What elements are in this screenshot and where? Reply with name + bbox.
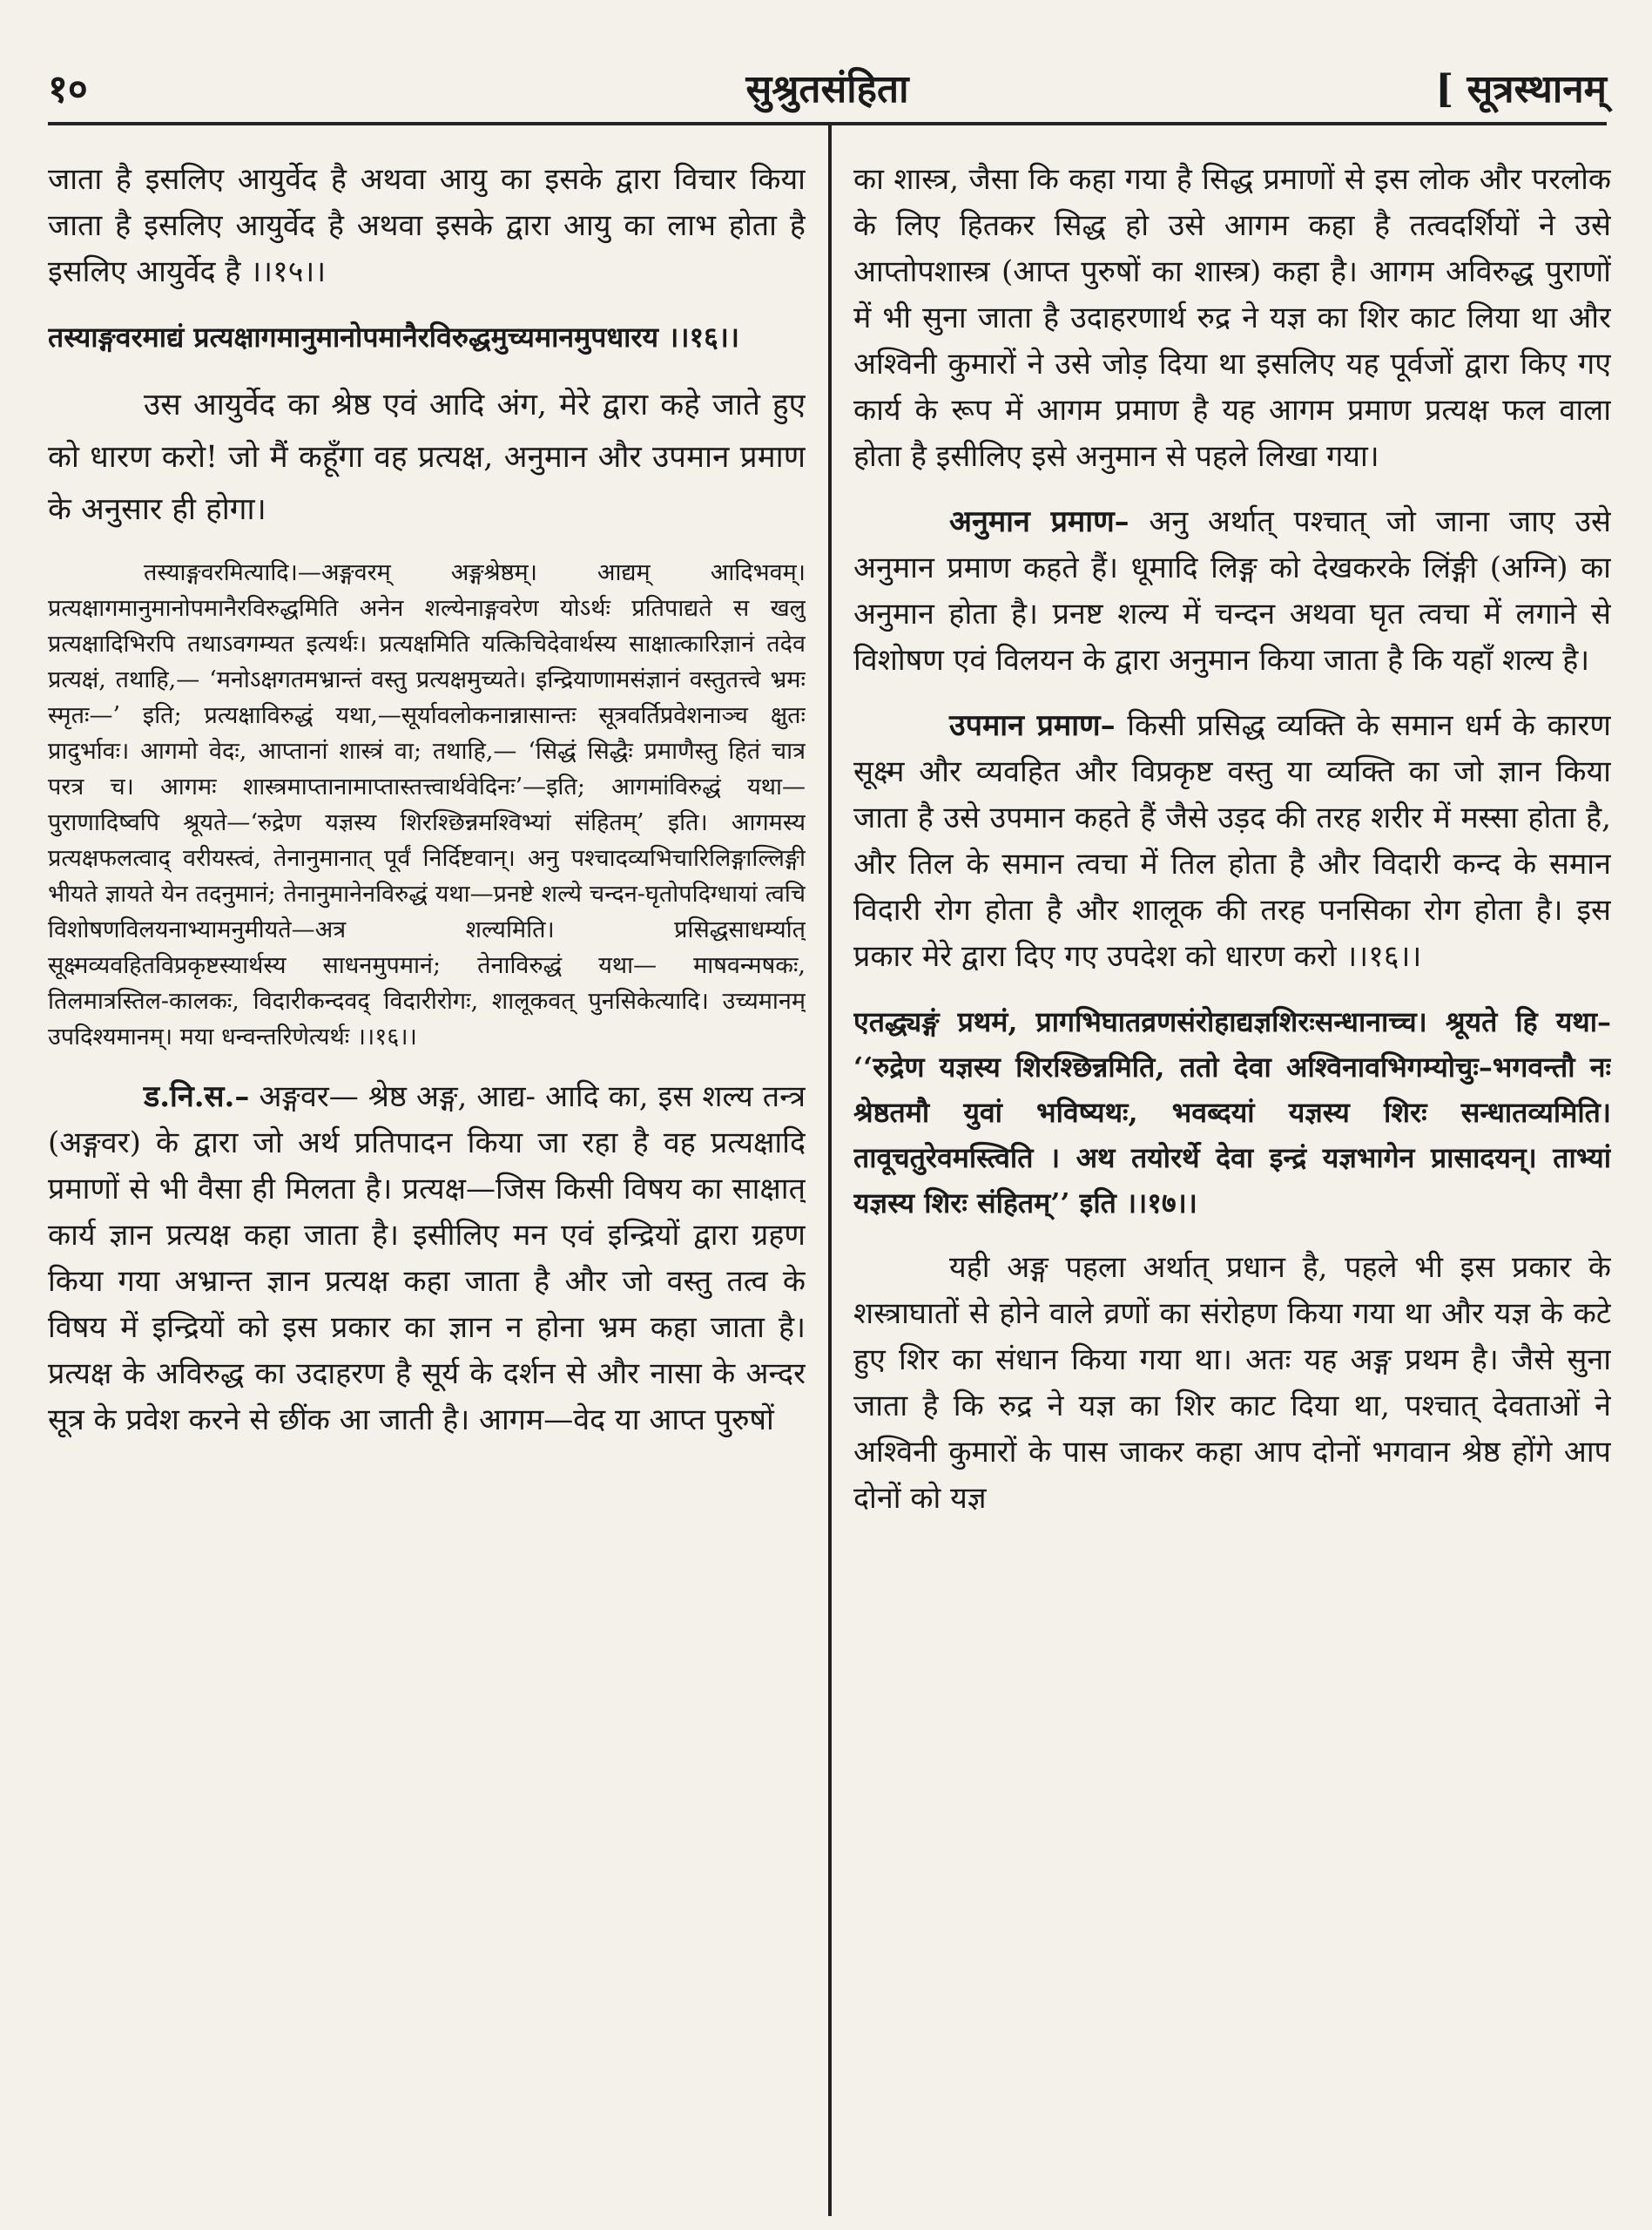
anumana-label: अनुमान प्रमाण– bbox=[949, 504, 1129, 539]
book-title: सुश्रुतसंहिता bbox=[745, 67, 909, 112]
hindi-translation: यही अङ्ग पहला अर्थात् प्रधान है, पहले भी इस प्रकार के शस्त्राघातों से होने वाले व्रणों का संरोहण किया गया था और यज्ञ के कटे हुए शिर का संधान किया गया था। अतः यह अङ्ग प्रथम है। जैसे सुना जाता है कि रुद्र ने यज्ञ का शिर काट दिया था, पश्चात् देवताओं ने अश्विनी कुमारों के पास जाकर कहा आप दोनों भगवान श्रेष्ठ होंगे आप दोनों को यज्ञ bbox=[853, 1250, 1611, 1516]
sanskrit-verse: तस्याङ्गवरमाद्यं प्रत्यक्षागमानुमानोपमानैरविरुद्धमुच्यमानमुपधारय ।।१६।। bbox=[48, 321, 739, 354]
page-number: १० bbox=[48, 67, 88, 112]
left-column bbox=[48, 157, 806, 2213]
right-column bbox=[853, 157, 1611, 2213]
upamana-label: उपमान प्रमाण– bbox=[949, 708, 1116, 743]
commentary-label: ड.नि.स.– bbox=[144, 1079, 250, 1114]
page-header bbox=[48, 61, 1607, 122]
upamana-paragraph bbox=[853, 703, 1611, 980]
commentary-text: अङ्गवर— श्रेष्ठ अङ्ग, आद्य- आदि का, इस शल्य तन्त्र (अङ्गवर) के द्वारा जो अर्थ प्रतिपादन किया जा रहा है वह प्रत्यक्षादि प्रमाणों से भी वैसा ही मिलता है। प्रत्यक्ष—जिस किसी विषय का साक्षात् कार्य ज्ञान प्रत्यक्ष कहा जाता है। इसीलिए मन एवं इन्द्रियों द्वारा ग्रहण किया गया अभ्रान्त ज्ञान प्रत्यक्ष कहा जाता है और जो वस्तु तत्व के विषय में इन्द्रियों को इस प्रकार का ज्ञान न होना भ्रम कहा जाता है। प्रत्यक्ष के अविरुद्ध का उदाहरण है सूर्य के दर्शन से और नासा के अन्दर सूत्र के प्रवेश करने से छींक आ जाती है। आगम—वेद या आप्त पुरुषों bbox=[48, 1079, 806, 1437]
header-rule bbox=[48, 122, 1607, 125]
hindi-commentary bbox=[48, 1074, 806, 1443]
hindi-paragraph: जाता है इसलिए आयुर्वेद है अथवा आयु का इसके द्वारा विचार किया जाता है इसलिए आयुर्वेद है अथवा इसके द्वारा आयु का लाभ होता है इसलिए आयुर्वेद है ।।१५।। bbox=[48, 162, 806, 289]
hindi-translation: उस आयुर्वेद का श्रेष्ठ एवं आदि अंग, मेरे द्वारा कहे जाते हुए को धारण करो! जो मैं कहूँगा वह प्रत्यक्ष, अनुमान और उपमान प्रमाण के अनुसार ही होगा। bbox=[48, 388, 806, 527]
anumana-paragraph bbox=[853, 499, 1611, 684]
sanskrit-verse: एतद्ध्यङ्गं प्रथमं, प्रागभिघातव्रणसंरोहाद्यज्ञशिरःसन्धानाच्च। श्रूयते हि यथा– ‘‘रुद्रेण यज्ञस्य शिरश्छिन्नमिति, ततो देवा अश्विनावभिगम्योचुः–भगवन्तौ नः श्रेष्ठतमौ युवां भविष्यथः, भवब्दयां यज्ञस्य शिरः सन्धातव्यमिति। तावूचतुरेवमस्त्विति । अथ तयोरर्थे देवा इन्द्रं यज्ञभागेन प्रासादयन्। ताभ्यां यज्ञस्य शिरः संहितम्’’ इति ।।१७।। bbox=[853, 1005, 1611, 1220]
hindi-paragraph: का शास्त्र, जैसा कि कहा गया है सिद्ध प्रमाणों से इस लोक और परलोक के लिए हितकर सिद्ध हो उसे आगम कहा है तत्वदर्शियों ने उसे आप्तोपशास्त्र (आप्त पुरुषों का शास्त्र) कहा है। आगम अविरुद्ध पुराणों में भी सुना जाता है उदाहरणार्थ रुद्र ने यज्ञ का शिर काट लिया था और अश्विनी कुमारों ने उसे जोड़ दिया था इसलिए यह पूर्वजों द्वारा किए गए कार्य के रूप में आगम प्रमाण है यह आगम प्रमाण प्रत्यक्ष फल वाला होता है इसीलिए इसे अनुमान से पहले लिखा गया। bbox=[853, 162, 1611, 474]
upamana-text: किसी प्रसिद्ध व्यक्ति के समान धर्म के कारण सूक्ष्म और व्यवहित और विप्रकृष्ट वस्तु या व्यक्ति का जो ज्ञान किया जाता है उसे उपमान कहते हैं जैसे उड़द की तरह शरीर में मस्सा होता है, और तिल के समान त्वचा में तिल होता है और विदारी कन्द के समान विदारी रोग होता है और शालूक की तरह पनसिका रोग होता है। इस प्रकार मेरे द्वारा दिए गए उपदेश को धारण करो ।।१६।। bbox=[853, 708, 1611, 974]
column-divider bbox=[828, 125, 832, 2216]
section-title: [ सूत्रस्थानम् bbox=[1435, 67, 1607, 112]
sanskrit-commentary: तस्याङ्गवरमित्यादि।—अङ्गवरम् अङ्गश्रेष्ठम्। आद्यम् आदिभवम्। प्रत्यक्षागमानुमानोपमानैरविरुद्धमिति अनेन शल्येनाङ्गवरेण योऽर्थः प्रतिपाद्यते स खलु प्रत्यक्षादिभिरपि तथाऽवगम्यत इत्यर्थः। प्रत्यक्षमिति यत्किचिदेवार्थस्य साक्षात्कारिज्ञानं तदेव प्रत्यक्षं, तथाहि,— ‘मनोऽक्षगतमभ्रान्तं वस्तु प्रत्यक्षमुच्यते। इन्द्रियाणामसंज्ञानं वस्तुतत्त्वे भ्रमः स्मृतः—’ इति; प्रत्यक्षाविरुद्धं यथा,—सूर्यावलोकनान्नासान्तः सूत्रवर्तिप्रवेशनाञ्च क्षुतः प्रादुर्भावः। आगमो वेदः, आप्तानां शास्त्रं वा; तथाहि,— ‘सिद्धं सिद्धैः प्रमाणैस्तु हितं चात्र परत्र च। आगमः शास्त्रमाप्तानामाप्तास्तत्त्वार्थवेदिनः’—इति; आगमांविरुद्धं यथा— पुराणादिष्वपि श्रूयते—‘रुद्रेण यज्ञस्य शिरश्छिन्नमश्विभ्यां संहितम्’ इति। आगमस्य प्रत्यक्षफलत्वाद् वरीयस्त्वं, तेनानुमानात् पूर्वं निर्दिष्टवान्। अनु पश्चादव्यभिचारिलिङ्गाल्लिङ्गी भीयते ज्ञायते येन तदनुमानं; तेनानुमानेनविरुद्धं यथा—प्रनष्टे शल्ये चन्दन-घृतोपदिग्धायां त्वचि विशोषणविलयनाभ्यामनुमीयते—अत्र शल्यमिति। प्रसिद्धसाधर्म्यात् सूक्ष्मव्यवहितविप्रकृष्टस्यार्थस्य साधनमुपमानं; तेनाविरुद्धं यथा— माषवन्मषकः, तिलमात्रस्तिल-कालकः, विदारीकन्दवद् विदारीरोगः, शालूकवत् पुनसिकेत्यादि। उच्यमानम् उपदिश्यमानम्। मया धन्वन्तरिणेत्यर्थः ।।१६।। bbox=[48, 559, 806, 1051]
anumana-text: अनु अर्थात् पश्चात् जो जाना जाए उसे अनुमान प्रमाण कहते हैं। धूमादि लिङ्ग को देखकरके लिंङ्गी (अग्नि) का अनुमान होता है। प्रनष्ट शल्य में चन्दन अथवा घृत त्वचा में लगाने से विशोषण एवं विलयन के द्वारा अनुमान किया जाता है कि यहाँ शल्य है। bbox=[853, 504, 1611, 678]
